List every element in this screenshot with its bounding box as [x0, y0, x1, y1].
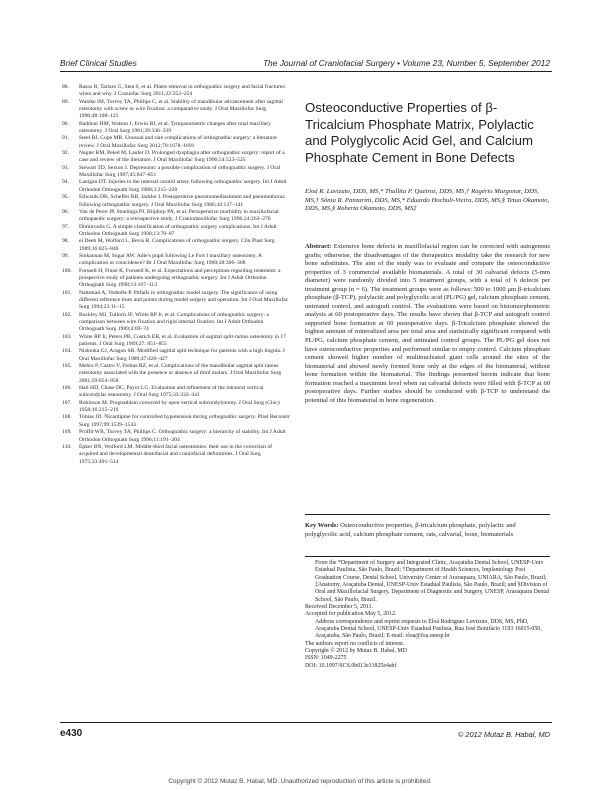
reference-item: [62, 84, 290, 99]
reference-text: Mehra P, Castro V, Freitas RZ, et al. Complications of the mandibular sagittal split ramus osteotomy associated with the presence or absence of third molars. J Oral Maxillofac Surg 2001;59:854–858: [79, 363, 282, 384]
reference-text: Steel BJ, Cope MR. Unusual and rare complications of orthognathic surgery: a literature review. J Oral Maxillofac Surg 2012;70:1678–1691: [79, 135, 277, 149]
reference-item: [62, 363, 290, 385]
reference-number: 108.: [62, 414, 72, 421]
accepted-date: Accepted for publication May 5, 2012.: [305, 611, 397, 618]
legal-footer: Copyright © 2012 Mutaz B. Habal, MD. Unauthorized reproduction of this article is prohibited.: [168, 778, 432, 785]
reference-number: 102.: [62, 311, 72, 318]
reference-item: [62, 385, 290, 400]
reference-number: 94.: [62, 179, 69, 186]
reference-item: [62, 290, 290, 312]
reference-number: 105.: [62, 363, 72, 370]
reference-item: [62, 194, 290, 209]
article-title: Osteoconductive Properties of β-Tricalcium Phosphate Matrix, Polylactic and Polyglycolic Acid Gel, and Calcium Phosphate Cement in Bone Defects: [305, 100, 534, 165]
reference-number: 104.: [62, 348, 72, 355]
reference-text: Rasso R, Tartaro G, Stea S, et al. Plates removal in orthognathic surgery and facial fractures: when and why. J Craniofac Surg 2011;22:252–254: [79, 84, 287, 98]
reference-text: Forssell H, Finne K, Forssell K, et al. Expectations and perceptions regarding treatment: a prospective study of patients undergoing orthognathic surgery. Int J Adult Orthodon Orthognath Surg 1998;13:107–113: [79, 267, 281, 289]
reference-text: Edwards DB, Scheffer RB, Jackler I. Postoperative pneumomediastinum and pneumothorax following orthognathic surgery. J Oral Maxillofac Surg 1986;44:137–141: [79, 194, 285, 208]
article-notes: [305, 560, 550, 670]
reference-text: Lanigan DT. Injuries to the internal carotid artery following orthognathic surgery. Int J Adult Orthodon Orthognath Surg 1988;3:215–220: [79, 179, 287, 193]
reference-text: Dimitroulis G. A simple classification of orthognathic surgery complications. Int J Adult Orthodon Orthognath Surg 1998;13:79–87: [79, 223, 277, 237]
doi: DOI: 10.1097/SCS.0b013e31825e4abf: [305, 662, 397, 669]
reference-item: [62, 444, 290, 466]
keywords-label: Key Words:: [305, 522, 339, 529]
reference-item: [62, 348, 290, 363]
reference-number: 103.: [62, 333, 72, 340]
reference-number: 90.: [62, 120, 69, 127]
reference-number: 97.: [62, 223, 69, 230]
reference-number: 101.: [62, 289, 72, 296]
keywords-text: Osteoconductive properties, β-tricalcium phosphate, polylactic and polyglycolic acid, calcium phosphate cement, rats, calvarial, bone, biomaterials: [305, 522, 516, 538]
reference-text: Stewart TD, Sexton J. Depression: a possible complication of orthognathic surgery. J Oral Maxillofac Surg 1987;45:847–851: [79, 164, 281, 179]
reference-text: Baddour HM, Watson J, Erwin BJ, et al. Tympanometric changes after total maxillary osteotomy. J Oral Surg 1981;39:336–339: [79, 120, 271, 135]
reference-item: [62, 135, 290, 150]
reference-text: Buckley MJ, Tulloch JF, White RP Jr, et al. Complications of orthognathic surgery: a comparison between wire fixation and rigid internal fixation. Int J Adult Orthodon Orthognath Surg 1989;4:69–74: [79, 311, 269, 333]
reference-text: Tobias JD. Nicardipine for controlled hypotension during orthognathic surgery. Plast Reconstr Surg 1997;99:1539–1543: [79, 414, 290, 428]
conflict-statement: The authors report no conflicts of interest.: [305, 640, 405, 647]
reference-text: Nishioka GJ, Aragon SB. Modified sagittal split technique for patients with a high lingula. J Oral Maxillofac Surg 1989;47:426–427: [79, 348, 285, 362]
reference-item: [62, 268, 290, 290]
keywords-rule-bottom: [305, 556, 550, 557]
reference-number: 96.: [62, 208, 69, 215]
copyright-line: Copyright © 2012 by Mutaz B. Habal, MD: [305, 648, 407, 655]
reference-text: Sinkaonan M, Sugar AW. Adie's pupil following Le Fort I maxillary osteotomy. A complication or coincidence? Br J Oral Maxillofac Surg 1990;28:306–308: [79, 252, 262, 267]
abstract: [305, 243, 550, 405]
affiliation: From the *Department of Surgery and Integrated Clinic, Araçatuba Dental School, UNESP-Univ Estadual Paulista, São Paulo, Brazil; †Department of Health Sciences, Implantology Post Graduation Course, Dental School, University Center of Araraquara, UNIARA, São Paulo, Brazil; ‡Anatomy, Araçatuba Dental, UNESP-Univ Estadual Paulista, São Paulo, Brazil; and §Division of Oral and Maxillofacial Surgery, Department of Diagnostic and Surgery, UNESP, Araraquara Dental School, São Paulo, Brazil.: [315, 560, 550, 603]
reference-text: Van de Perre JP, Stoelinga PJ, Blijdorp PA, et al. Perioperative morbidity in maxillofacial orthopaedic surgery: a retrospective study. J Craniomaxillofac Surg 1996;24:263–270: [79, 208, 279, 223]
reference-number: 88.: [62, 84, 69, 90]
reference-text: Epker BN, Wolford LM. Middle-third facial osteotomies: their use in the correction of acquired and developmental dentofacial and craniofacial deformities. J Oral Surg 1975;33:491–514: [79, 443, 273, 465]
journal-citation: The Journal of Craniofacial Surgery • Volume 23, Number 5, September 2012: [262, 58, 550, 68]
reference-text: Nagler RM, Peled M, Laufer D. Prolonged dysphagia after orthognathic surgery: report of a case and review of the literature. J Oral Maxillofac Surg 1996;54:523–525: [79, 150, 285, 164]
reference-number: 95.: [62, 194, 69, 201]
reference-item: [62, 224, 290, 239]
reference-list: [62, 84, 290, 466]
reference-item: [62, 334, 290, 349]
reference-number: 106.: [62, 385, 72, 392]
reference-number: 110.: [62, 443, 72, 450]
footer-rule: [60, 722, 552, 723]
reference-item: [62, 165, 290, 180]
reference-item: [62, 99, 290, 121]
received-date: Received December 5, 2011.: [305, 604, 373, 611]
abstract-text: Extensive bone defects in maxillofacial region can be corrected with autogenous grafts; otherwise, the disadvantages of the therapeutics modality take the research for new bone substitutes. The aim of the study was to evaluate and compare the osteoconductive properties of 3 commercial available biomaterials. A total of 30 calvarial defects (5-mm diameter) were randomly divided into 5 treatment groups, with a total of 6 defects per treatment group (n = 6). The treatment groups were as follows: 500 to 1000 μm β-tricalcium phosphate (β-TCP), polylactic and polyglycolic acid (PL/PG) gel, calcium phosphate cement, untreated control, and autograft control. The evaluations were based on histomorphometric analysis at 60 postoperative days. The results have shown that β-TCP and autograft control supported bone formation at 60 postoperative days. β-Tricalcium phosphate showed the highest amount of mineralized area per total area and statistically significant compared with PL/PG, calcium phosphate cement, and untreated control groups. The PL/PG gel does not have osteoconductive properties and performed similar to empty control. Calcium phosphate cement showed higher number of multinucleated giant cells around the sites of the biomaterial and showed newly formed bone only at the edges of the biomaterial, without bone formation within the biomaterial. The findings presented herein indicate that bone formation reached a maximum level when rat calvarial defects were filled with β-TCP at 60 postoperative days. Further studies should be conducted with β-TCP to understand the potential of this biomaterial in bone regeneration.: [305, 243, 551, 404]
reference-number: 100.: [62, 267, 72, 274]
reference-item: [62, 179, 290, 194]
reference-number: 109.: [62, 429, 72, 436]
reference-item: [62, 312, 290, 334]
page-copyright: © 2012 Mutaz B. Habal, MD: [457, 730, 550, 739]
issn: ISSN: 1049-2275: [305, 655, 347, 662]
correspondence: Address correspondence and reprint requests to Eloá Rodrigues Luvizuto, DDS, MS, PhD, Araçatuba Dental School, UNESP-Univ Estadual Paulista, Rua José Bonifácio 1193 16015-050, Araçatuba, São Paulo, Brazil; E-mail: eloa@foa.unesp.br: [315, 618, 542, 640]
header-rule: [60, 71, 552, 72]
author-list: Eloá R. Luvizuto, DDS, MS,* Thallita P. Queiroz, DDS, MS,† Rogério Margonar, DDS, MS,† Sônia R. Panzarini, DDS, MS,* Eduardo Hochuli-Vieira, DDS, MS,§ Tetuo Okamoto, DDS, MS,§ Roberta Okamoto, DDS, MS‡: [305, 188, 550, 213]
reference-text: Hall HD, Chase DC, Payor LG. Evaluation and refinement of the intraoral vertical subcondylar osteotomy. J Oral Surg 1975;33:333–341: [79, 385, 264, 399]
section-label: Brief Clinical Studies: [60, 58, 137, 68]
reference-text: White RP Jr, Peters PB, Costich ER, et al. Evaluation of sagittal split-ramus osteotomy in 17 patients. J Oral Surg 1969;27: 851–855: [79, 333, 286, 348]
keywords-rule-top: [305, 514, 550, 515]
reference-item: [62, 121, 290, 136]
reference-item: [62, 238, 290, 253]
reference-item: [62, 429, 290, 444]
reference-number: 91.: [62, 135, 69, 142]
running-header: [60, 58, 550, 70]
reference-text: Robinson M. Prognathism corrected by open vertical subcondylotomy. J Oral Surg (Chic) 1958;16:215–219: [79, 399, 280, 414]
reference-number: 99.: [62, 252, 69, 259]
reference-text: Nattestad A, Vedtofte P. Pitfalls in orthognathic model surgery. The significance of using different reference lines and points during model surgery and operation. Int J Oral Maxillofac Surg 1994;23:11–15: [79, 289, 289, 311]
reference-number: 93.: [62, 164, 69, 171]
reference-item: [62, 253, 290, 268]
page-number: e430: [60, 728, 83, 739]
reference-item: [62, 150, 290, 165]
reference-text: Watzke IM, Turvey TA, Phillips C, et al. Stability of mandibular advancement after sagittal osteotomy with screw or wire fixation: a comparative study. J Oral Maxillofac Surg 1990;48:108–121: [79, 98, 283, 120]
reference-text: el Deeb M, Wolford L, Bevis R. Complications of orthognathic surgery. Clin Plast Surg 1989;16:825–840: [79, 238, 275, 252]
reference-item: [62, 400, 290, 415]
reference-item: [62, 209, 290, 224]
reference-number: 107.: [62, 399, 72, 406]
reference-number: 98.: [62, 238, 69, 245]
reference-number: 92.: [62, 150, 69, 157]
reference-item: [62, 414, 290, 429]
abstract-label: Abstract:: [305, 243, 332, 250]
keywords: [305, 522, 550, 539]
reference-text: Proffit WR, Turvey TA, Phillips C. Orthognathic surgery: a hierarchy of stability. Int J Adult Orthodon Orthognath Surg 1996;11:191–204: [79, 429, 286, 443]
reference-number: 89.: [62, 98, 69, 105]
